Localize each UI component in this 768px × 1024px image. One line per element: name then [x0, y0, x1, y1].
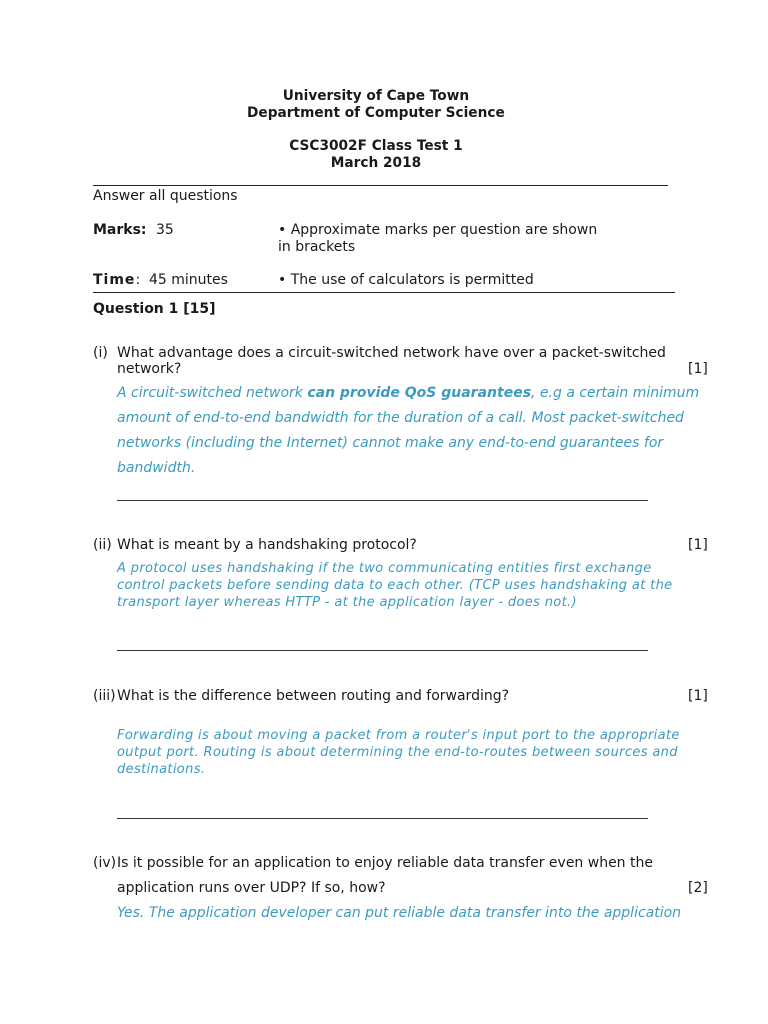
answer-text: bandwidth. [117, 460, 196, 476]
part-number: (i) [93, 345, 108, 361]
test-date: March 2018 [330, 155, 422, 171]
marks-badge: [2] [688, 880, 708, 896]
course-title: CSC3002F Class Test 1 [289, 138, 463, 154]
answer-text: output port. Routing is about determining the end-to-routes between sources and [117, 745, 678, 760]
marks-badge: [1] [688, 361, 708, 377]
part-number: (ii) [93, 537, 112, 553]
answer-text: amount of end-to-end bandwidth for the duration of a call. Most packet-switched [117, 410, 684, 426]
answer-text [117, 385, 699, 401]
question-text: Is it possible for an application to enjoy reliable data transfer even when the [117, 855, 653, 871]
answer-text: networks (including the Internet) cannot make any end-to-end guarantees for [117, 435, 664, 451]
header-divider [93, 185, 668, 186]
answer-text: Forwarding is about moving a packet from a router's input port to the appropriate [117, 728, 680, 743]
instructions-divider [93, 292, 675, 293]
answer-text: A protocol uses handshaking if the two communicating entities first exchange [117, 561, 652, 576]
university-title: University of Cape Town [282, 88, 470, 104]
answer-all-instruction: Answer all questions [93, 188, 238, 204]
time-label-group [93, 272, 140, 288]
time-colon: : [135, 272, 141, 288]
answer-text: transport layer whereas HTTP - at the application layer - does not.) [117, 595, 577, 610]
department-title: Department of Computer Science [247, 105, 505, 121]
question-text: What is the difference between routing and forwarding? [117, 688, 510, 704]
answer-separator [117, 818, 648, 819]
answer-text-fragment: , e.g a certain minimum [531, 385, 700, 401]
answer-emphasis: can provide QoS guarantees [307, 385, 532, 401]
marks-label: Marks: [93, 222, 147, 238]
answer-text: Yes. The application developer can put reliable data transfer into the application [117, 905, 682, 921]
question-text: network? [117, 361, 182, 377]
question-text: What advantage does a circuit-switched network have over a packet-switched [117, 345, 666, 361]
time-label: Time [93, 272, 136, 288]
marks-value: 35 [156, 222, 174, 238]
marks-note-line1: • Approximate marks per question are shown [278, 222, 598, 238]
answer-text: control packets before sending data to each other. (TCP uses handshaking at the [117, 578, 673, 593]
part-number: (iii) [93, 688, 116, 704]
answer-text: destinations. [117, 762, 206, 777]
marks-note-line2: in brackets [278, 239, 356, 255]
question-text: application runs over UDP? If so, how? [117, 880, 386, 896]
answer-text-fragment: A circuit-switched network [117, 385, 308, 401]
question-text: What is meant by a handshaking protocol? [117, 537, 417, 553]
part-number: (iv) [93, 855, 117, 871]
question-heading: Question 1 [15] [93, 301, 216, 317]
answer-separator [117, 500, 648, 501]
marks-badge: [1] [688, 688, 708, 704]
calculator-note: • The use of calculators is permitted [278, 272, 534, 288]
marks-badge: [1] [688, 537, 708, 553]
time-value: 45 minutes [149, 272, 228, 288]
answer-separator [117, 650, 648, 651]
